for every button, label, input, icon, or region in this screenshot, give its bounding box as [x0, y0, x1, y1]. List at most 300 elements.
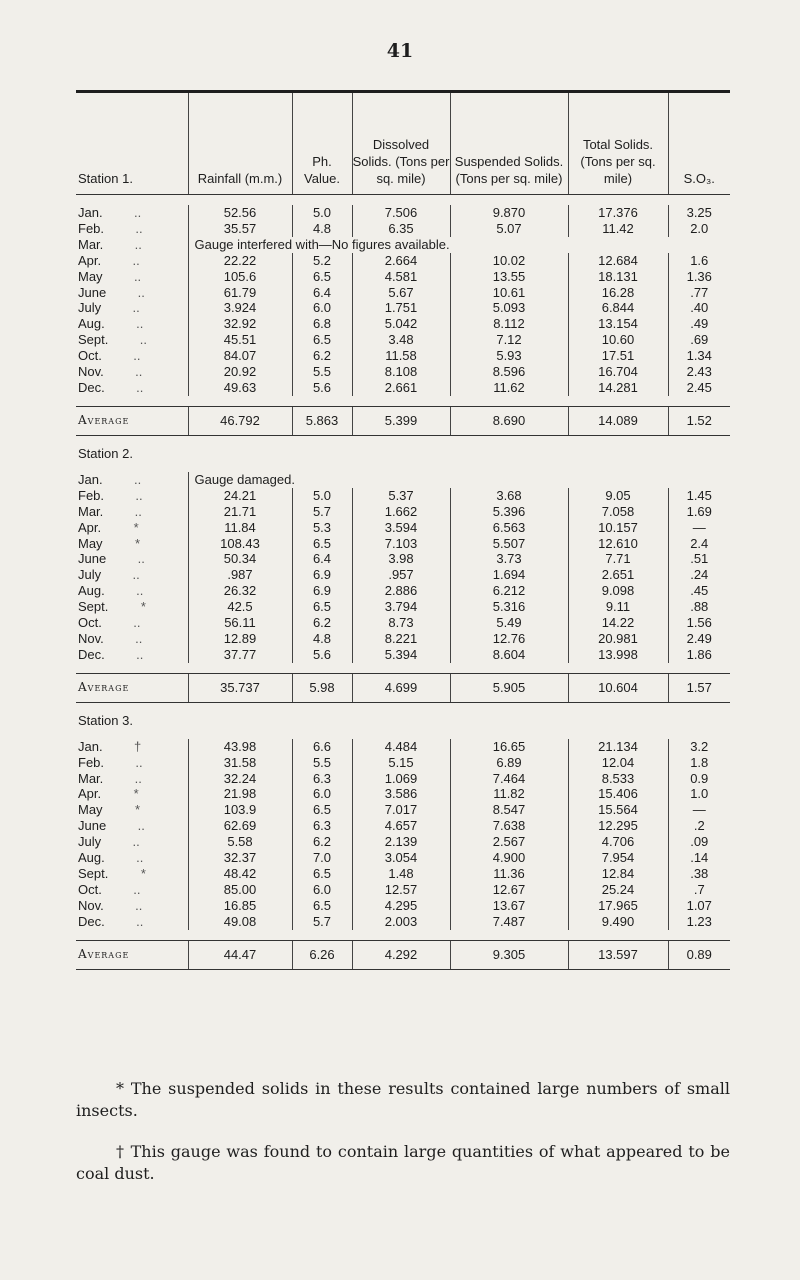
avg-dissolved: 4.292 — [352, 940, 450, 969]
ph-cell: 5.7 — [292, 504, 352, 520]
month-cell — [76, 786, 188, 802]
table-row — [76, 898, 730, 914]
table-row — [76, 520, 730, 536]
dissolved-cell: 3.794 — [352, 599, 450, 615]
avg-total: 10.604 — [568, 673, 668, 702]
month-cell — [76, 536, 188, 552]
row-marker: .. — [133, 881, 141, 897]
rainfall-cell: 3.924 — [188, 300, 292, 316]
dissolved-cell: 3.98 — [352, 551, 450, 567]
header-ph: Ph. Value. — [292, 93, 352, 195]
ph-cell: 5.5 — [292, 755, 352, 771]
ph-cell: 5.7 — [292, 914, 352, 930]
suspended-cell: 5.316 — [450, 599, 568, 615]
month-label: Jan. — [78, 471, 103, 487]
table-row — [76, 504, 730, 520]
month-label: Aug. — [78, 850, 105, 866]
row-marker: .. — [132, 567, 140, 583]
station-heading-row — [76, 702, 730, 739]
table-row — [76, 802, 730, 818]
month-cell — [76, 866, 188, 882]
rainfall-cell: 12.89 — [188, 631, 292, 647]
month-cell — [76, 269, 188, 285]
suspended-cell: 7.12 — [450, 332, 568, 348]
dissolved-cell: 2.003 — [352, 914, 450, 930]
total-cell: 7.954 — [568, 850, 668, 866]
dissolved-cell: .957 — [352, 567, 450, 583]
table-row — [76, 647, 730, 663]
row-marker: .. — [135, 754, 143, 770]
row-marker: .. — [133, 615, 141, 631]
header-total: Total Solids. (Tons per sq. mile) — [568, 93, 668, 195]
month-label: May — [78, 535, 103, 551]
row-marker: .. — [136, 850, 144, 866]
rainfall-cell: 45.51 — [188, 332, 292, 348]
header-rainfall: Rainfall (m.m.) — [188, 93, 292, 195]
ph-cell: 6.2 — [292, 615, 352, 631]
ph-cell: 6.0 — [292, 300, 352, 316]
so3-cell: 1.45 — [668, 488, 730, 504]
row-marker: .. — [136, 379, 144, 395]
dissolved-cell: 1.48 — [352, 866, 450, 882]
suspended-cell: 6.563 — [450, 520, 568, 536]
dissolved-cell: 1.069 — [352, 771, 450, 787]
dissolved-cell: 1.751 — [352, 300, 450, 316]
row-marker: .. — [135, 220, 143, 236]
row-marker: .. — [135, 364, 143, 380]
month-cell — [76, 631, 188, 647]
ph-cell: 5.2 — [292, 253, 352, 269]
dissolved-cell: 3.48 — [352, 332, 450, 348]
avg-ph: 5.98 — [292, 673, 352, 702]
total-cell: 17.376 — [568, 205, 668, 221]
total-cell: 18.131 — [568, 269, 668, 285]
month-cell — [76, 914, 188, 930]
suspended-cell: 6.89 — [450, 755, 568, 771]
table-row — [76, 488, 730, 504]
month-cell — [76, 551, 188, 567]
month-label: Feb. — [78, 754, 105, 770]
ph-cell: 6.0 — [292, 786, 352, 802]
month-label: July — [78, 834, 102, 850]
total-cell: 9.11 — [568, 599, 668, 615]
suspended-cell: 13.55 — [450, 269, 568, 285]
row-marker: .. — [135, 630, 143, 646]
month-cell — [76, 755, 188, 771]
month-cell — [76, 380, 188, 396]
so3-cell: 2.43 — [668, 364, 730, 380]
dissolved-cell: 8.108 — [352, 364, 450, 380]
table-row — [76, 237, 730, 253]
so3-cell: 1.23 — [668, 914, 730, 930]
so3-cell: 1.56 — [668, 615, 730, 631]
ph-cell: 5.5 — [292, 364, 352, 380]
month-cell — [76, 253, 188, 269]
so3-cell: 3.2 — [668, 739, 730, 755]
dissolved-cell: 4.484 — [352, 739, 450, 755]
spacer-row — [76, 195, 730, 206]
table-row — [76, 599, 730, 615]
row-marker: * — [133, 519, 139, 535]
table-row — [76, 221, 730, 237]
ph-cell: 4.8 — [292, 631, 352, 647]
rainfall-cell: 31.58 — [188, 755, 292, 771]
so3-cell: 1.8 — [668, 755, 730, 771]
header-dissolved: Dissolved Solids. (Tons per sq. mile) — [352, 93, 450, 195]
total-cell: 17.51 — [568, 348, 668, 364]
dissolved-cell: 2.886 — [352, 583, 450, 599]
total-cell: 13.998 — [568, 647, 668, 663]
suspended-cell: 5.093 — [450, 300, 568, 316]
table-row — [76, 567, 730, 583]
suspended-cell: 10.02 — [450, 253, 568, 269]
avg-so3: 0.89 — [668, 940, 730, 969]
table-row — [76, 866, 730, 882]
rainfall-cell: 50.34 — [188, 551, 292, 567]
rainfall-cell: 43.98 — [188, 739, 292, 755]
dissolved-cell: 5.37 — [352, 488, 450, 504]
dissolved-cell: 2.139 — [352, 834, 450, 850]
table-row — [76, 850, 730, 866]
month-label: Apr. — [78, 519, 102, 535]
table-row — [76, 914, 730, 930]
month-label: July — [78, 567, 102, 583]
spacer-row — [76, 396, 730, 407]
dissolved-cell: 2.664 — [352, 253, 450, 269]
table-row — [76, 364, 730, 380]
so3-cell: 2.4 — [668, 536, 730, 552]
rainfall-cell: 32.92 — [188, 316, 292, 332]
row-marker: .. — [135, 487, 143, 503]
row-marker: .. — [133, 471, 142, 487]
spacer-row — [76, 663, 730, 674]
row-marker: * — [140, 599, 146, 615]
suspended-cell: 13.67 — [450, 898, 568, 914]
total-cell: 21.134 — [568, 739, 668, 755]
total-cell: 9.05 — [568, 488, 668, 504]
ph-cell: 6.5 — [292, 332, 352, 348]
total-cell: 12.295 — [568, 818, 668, 834]
total-cell: 2.651 — [568, 567, 668, 583]
suspended-cell: 12.76 — [450, 631, 568, 647]
total-cell: 20.981 — [568, 631, 668, 647]
suspended-cell: 11.36 — [450, 866, 568, 882]
header-station: Station 1. — [76, 93, 188, 195]
pollution-results-table — [76, 93, 730, 970]
so3-cell: 1.6 — [668, 253, 730, 269]
total-cell: 8.533 — [568, 771, 668, 787]
rainfall-cell: 5.58 — [188, 834, 292, 850]
dissolved-cell: 11.58 — [352, 348, 450, 364]
ph-cell: 6.9 — [292, 583, 352, 599]
so3-cell: .14 — [668, 850, 730, 866]
so3-cell: 0.9 — [668, 771, 730, 787]
ph-cell: 4.8 — [292, 221, 352, 237]
avg-rainfall: 46.792 — [188, 406, 292, 435]
suspended-cell: 7.487 — [450, 914, 568, 930]
suspended-cell: 16.65 — [450, 739, 568, 755]
dissolved-cell: 6.35 — [352, 221, 450, 237]
rainfall-cell: 85.00 — [188, 882, 292, 898]
dissolved-cell: 1.662 — [352, 504, 450, 520]
month-label: Dec. — [78, 646, 105, 662]
ph-cell: 6.6 — [292, 739, 352, 755]
rainfall-cell: 61.79 — [188, 285, 292, 301]
table-body — [76, 195, 730, 970]
total-cell: 12.684 — [568, 253, 668, 269]
total-cell: 12.04 — [568, 755, 668, 771]
dissolved-cell: 3.054 — [352, 850, 450, 866]
avg-ph: 5.863 — [292, 406, 352, 435]
row-marker: .. — [134, 236, 142, 252]
ph-cell: 6.2 — [292, 348, 352, 364]
table-row — [76, 834, 730, 850]
table-row — [76, 380, 730, 396]
table-row — [76, 551, 730, 567]
suspended-cell: 11.62 — [450, 380, 568, 396]
month-cell — [76, 739, 188, 755]
suspended-cell: 3.68 — [450, 488, 568, 504]
total-cell: 12.84 — [568, 866, 668, 882]
row-marker: .. — [134, 770, 142, 786]
suspended-cell: 10.61 — [450, 285, 568, 301]
suspended-cell: 5.07 — [450, 221, 568, 237]
ph-cell: 7.0 — [292, 850, 352, 866]
month-label: Aug. — [78, 316, 105, 332]
rainfall-cell: 49.08 — [188, 914, 292, 930]
row-marker: .. — [135, 897, 143, 913]
month-cell — [76, 300, 188, 316]
table-row — [76, 348, 730, 364]
month-cell — [76, 818, 188, 834]
header-so3: S.O₃. — [668, 93, 730, 195]
rainfall-cell: 37.77 — [188, 647, 292, 663]
so3-cell: .24 — [668, 567, 730, 583]
rainfall-cell: 16.85 — [188, 898, 292, 914]
month-label: Jan. — [78, 738, 103, 754]
suspended-cell: 1.694 — [450, 567, 568, 583]
row-marker: .. — [136, 316, 144, 332]
rainfall-cell: 103.9 — [188, 802, 292, 818]
avg-ph: 6.26 — [292, 940, 352, 969]
table-row — [76, 316, 730, 332]
table-row — [76, 755, 730, 771]
month-cell — [76, 504, 188, 520]
so3-cell: 1.86 — [668, 647, 730, 663]
month-label: Oct. — [78, 615, 102, 631]
rainfall-cell: 105.6 — [188, 269, 292, 285]
month-cell — [76, 898, 188, 914]
total-cell: 13.154 — [568, 316, 668, 332]
rainfall-cell: 56.11 — [188, 615, 292, 631]
month-cell — [76, 348, 188, 364]
month-label: Sept. — [78, 866, 109, 881]
table-row — [76, 615, 730, 631]
suspended-cell: 3.73 — [450, 551, 568, 567]
table-row — [76, 882, 730, 898]
dissolved-cell: 5.15 — [352, 755, 450, 771]
table-row — [76, 631, 730, 647]
row-note: Gauge damaged. — [188, 472, 730, 488]
month-label: June — [78, 818, 107, 834]
total-cell: 15.406 — [568, 786, 668, 802]
table-row — [76, 818, 730, 834]
total-cell: 14.281 — [568, 380, 668, 396]
avg-suspended: 9.305 — [450, 940, 568, 969]
suspended-cell: 8.112 — [450, 316, 568, 332]
dissolved-cell: 2.661 — [352, 380, 450, 396]
footnotes — [76, 1078, 730, 1204]
suspended-cell: 5.93 — [450, 348, 568, 364]
month-label: Aug. — [78, 583, 105, 599]
month-label: Dec. — [78, 913, 105, 929]
month-cell — [76, 583, 188, 599]
avg-suspended: 5.905 — [450, 673, 568, 702]
table-row — [76, 786, 730, 802]
row-marker: * — [135, 535, 141, 551]
ph-cell: 6.5 — [292, 599, 352, 615]
table-row — [76, 285, 730, 301]
table-header-row — [76, 93, 730, 195]
month-cell — [76, 599, 188, 615]
month-label: Oct. — [78, 881, 102, 897]
dissolved-cell: 8.221 — [352, 631, 450, 647]
so3-cell: 3.25 — [668, 205, 730, 221]
ph-cell: 5.6 — [292, 380, 352, 396]
month-label: Oct. — [78, 348, 102, 364]
total-cell: 16.28 — [568, 285, 668, 301]
ph-cell: 6.5 — [292, 866, 352, 882]
rainfall-cell: 22.22 — [188, 253, 292, 269]
suspended-cell: 5.396 — [450, 504, 568, 520]
month-cell — [76, 802, 188, 818]
dissolved-cell: 5.042 — [352, 316, 450, 332]
avg-dissolved: 4.699 — [352, 673, 450, 702]
ph-cell: 6.9 — [292, 567, 352, 583]
rainfall-cell: 24.21 — [188, 488, 292, 504]
total-cell: 17.965 — [568, 898, 668, 914]
so3-cell: .7 — [668, 882, 730, 898]
suspended-cell: 6.212 — [450, 583, 568, 599]
dissolved-cell: 7.506 — [352, 205, 450, 221]
month-label: June — [78, 284, 107, 300]
ph-cell: 5.3 — [292, 520, 352, 536]
ph-cell: 6.5 — [292, 898, 352, 914]
dissolved-cell: 3.586 — [352, 786, 450, 802]
row-marker: .. — [137, 551, 145, 567]
month-cell — [76, 237, 188, 253]
rainfall-cell: 42.5 — [188, 599, 292, 615]
month-label: Sept. — [78, 599, 109, 615]
ph-cell: 6.5 — [292, 536, 352, 552]
row-marker: * — [140, 866, 146, 881]
dissolved-cell: 4.581 — [352, 269, 450, 285]
ph-cell: 6.4 — [292, 285, 352, 301]
total-cell: 12.610 — [568, 536, 668, 552]
month-label: May — [78, 802, 103, 818]
so3-cell: 2.0 — [668, 221, 730, 237]
row-marker: .. — [137, 818, 145, 834]
table-row — [76, 583, 730, 599]
month-label: Feb. — [78, 220, 105, 236]
row-note: Gauge interfered with—No figures available. — [188, 237, 730, 253]
month-label: Dec. — [78, 379, 105, 395]
so3-cell: 2.49 — [668, 631, 730, 647]
suspended-cell: 9.870 — [450, 205, 568, 221]
rainfall-cell: 21.71 — [188, 504, 292, 520]
suspended-cell: 7.464 — [450, 771, 568, 787]
month-cell — [76, 882, 188, 898]
rainfall-cell: 49.63 — [188, 380, 292, 396]
total-cell: 10.157 — [568, 520, 668, 536]
month-label: July — [78, 300, 102, 316]
ph-cell: 6.0 — [292, 882, 352, 898]
month-label: Mar. — [78, 503, 104, 519]
average-label: Average — [76, 673, 188, 702]
table-row — [76, 536, 730, 552]
dissolved-cell: 8.73 — [352, 615, 450, 631]
table-row — [76, 771, 730, 787]
month-cell — [76, 221, 188, 237]
month-cell — [76, 771, 188, 787]
month-label: June — [78, 551, 107, 567]
footnote-coal-dust: † This gauge was found to contain large quantities of what appeared to be coal dust. — [76, 1142, 730, 1183]
so3-cell: 1.36 — [668, 269, 730, 285]
ph-cell: 6.3 — [292, 818, 352, 834]
ph-cell: 6.3 — [292, 771, 352, 787]
suspended-cell: 5.49 — [450, 615, 568, 631]
month-cell — [76, 285, 188, 301]
row-marker: * — [133, 786, 139, 802]
rainfall-cell: 84.07 — [188, 348, 292, 364]
row-marker: .. — [136, 646, 144, 662]
rainfall-cell: 11.84 — [188, 520, 292, 536]
rainfall-cell: 62.69 — [188, 818, 292, 834]
so3-cell: .77 — [668, 285, 730, 301]
total-cell: 15.564 — [568, 802, 668, 818]
month-cell — [76, 364, 188, 380]
row-marker: * — [135, 802, 141, 818]
table-row — [76, 300, 730, 316]
dissolved-cell: 4.657 — [352, 818, 450, 834]
station-heading: Station 2. — [78, 445, 133, 461]
total-cell: 16.704 — [568, 364, 668, 380]
table-row — [76, 269, 730, 285]
rainfall-cell: 21.98 — [188, 786, 292, 802]
ph-cell: 5.6 — [292, 647, 352, 663]
average-row — [76, 673, 730, 702]
suspended-cell: 11.82 — [450, 786, 568, 802]
rainfall-cell: 35.57 — [188, 221, 292, 237]
average-row — [76, 406, 730, 435]
so3-cell: 1.0 — [668, 786, 730, 802]
so3-cell: 1.69 — [668, 504, 730, 520]
month-label: Nov. — [78, 897, 104, 913]
row-marker: .. — [134, 503, 142, 519]
ph-cell: 5.0 — [292, 488, 352, 504]
month-label: Nov. — [78, 364, 104, 380]
spacer-row — [76, 930, 730, 941]
dissolved-cell: 5.67 — [352, 285, 450, 301]
total-cell: 11.42 — [568, 221, 668, 237]
row-marker: .. — [132, 300, 140, 316]
rainfall-cell: 52.56 — [188, 205, 292, 221]
so3-cell: — — [668, 802, 730, 818]
ph-cell: 6.5 — [292, 269, 352, 285]
ph-cell: 6.2 — [292, 834, 352, 850]
rainfall-cell: 48.42 — [188, 866, 292, 882]
so3-cell: .2 — [668, 818, 730, 834]
